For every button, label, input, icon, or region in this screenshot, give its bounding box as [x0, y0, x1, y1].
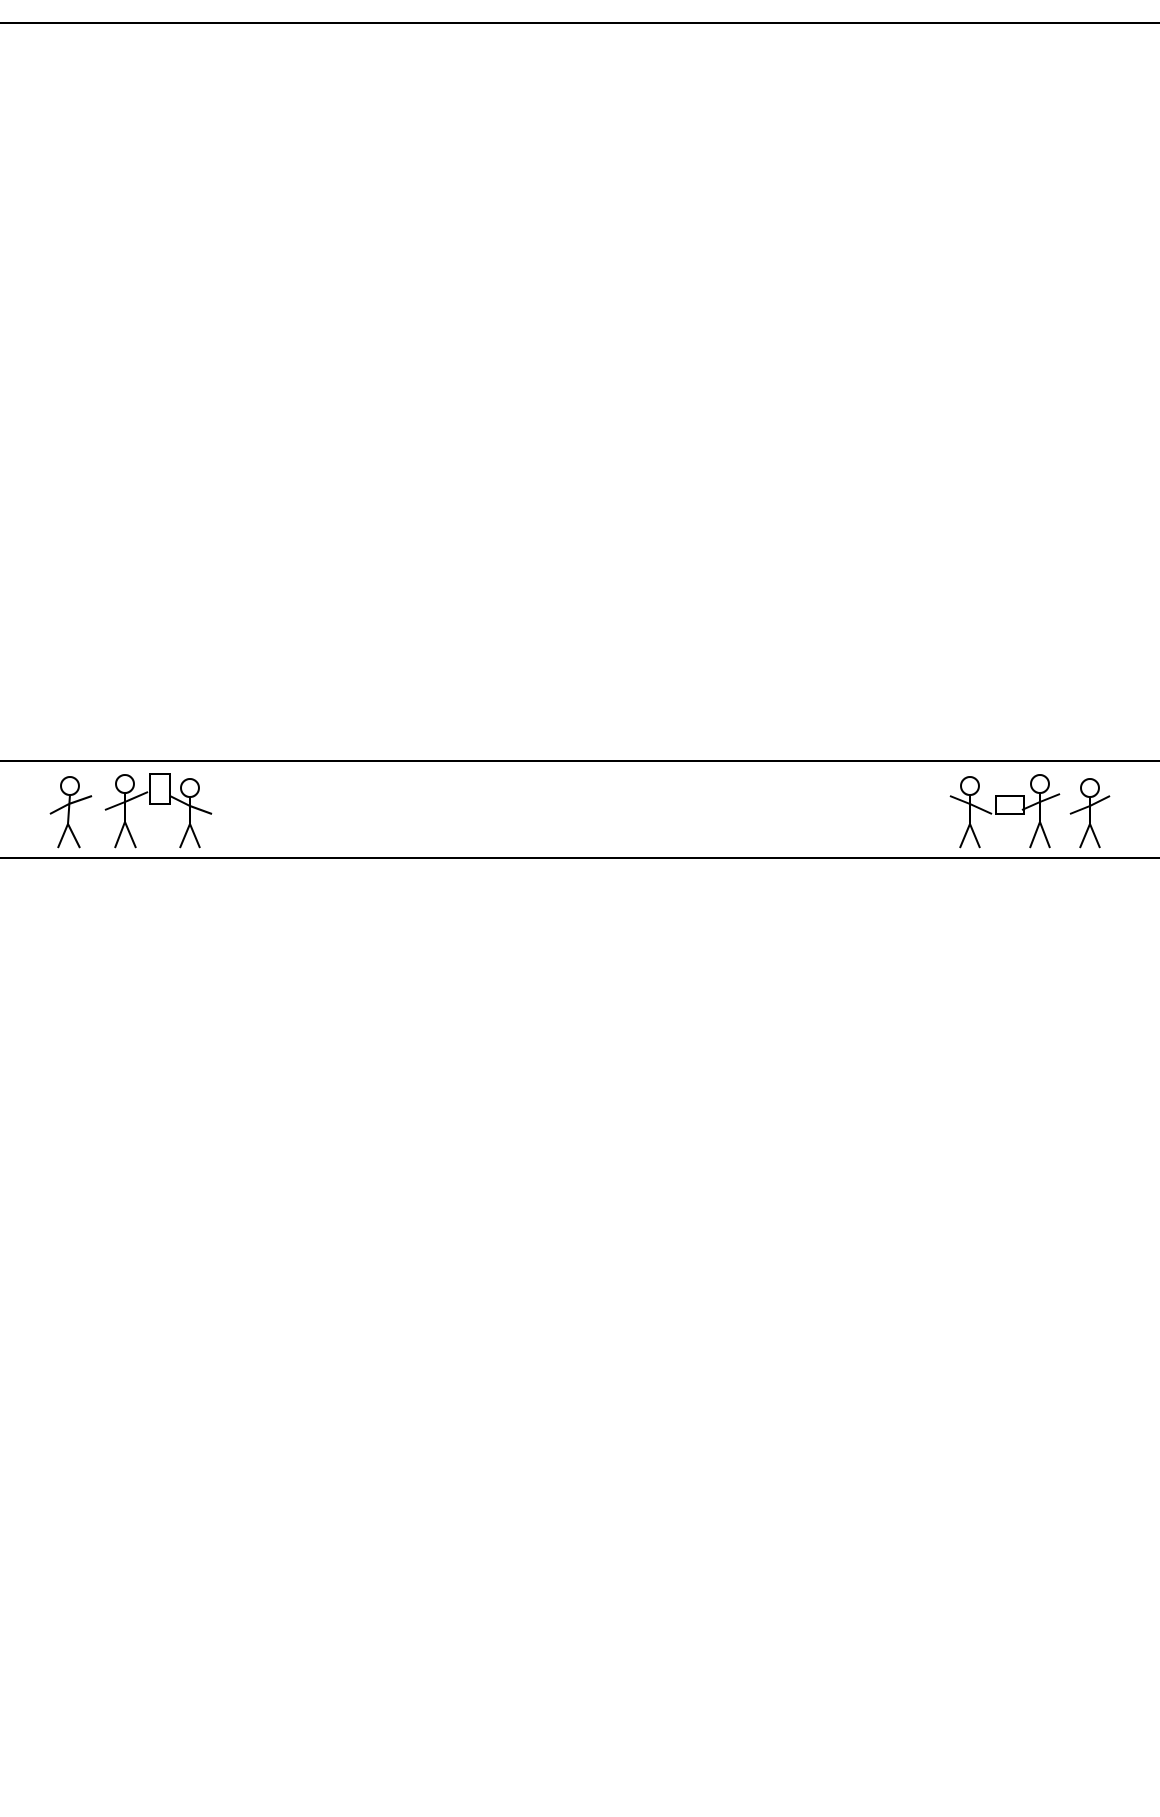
service-directory: [0, 857, 1160, 1817]
worker-figures-left: [40, 766, 230, 852]
directory-banner: [0, 760, 1160, 859]
masthead: [0, 0, 1160, 24]
classified-section: [0, 24, 1160, 759]
worker-figures-right: [930, 766, 1120, 852]
